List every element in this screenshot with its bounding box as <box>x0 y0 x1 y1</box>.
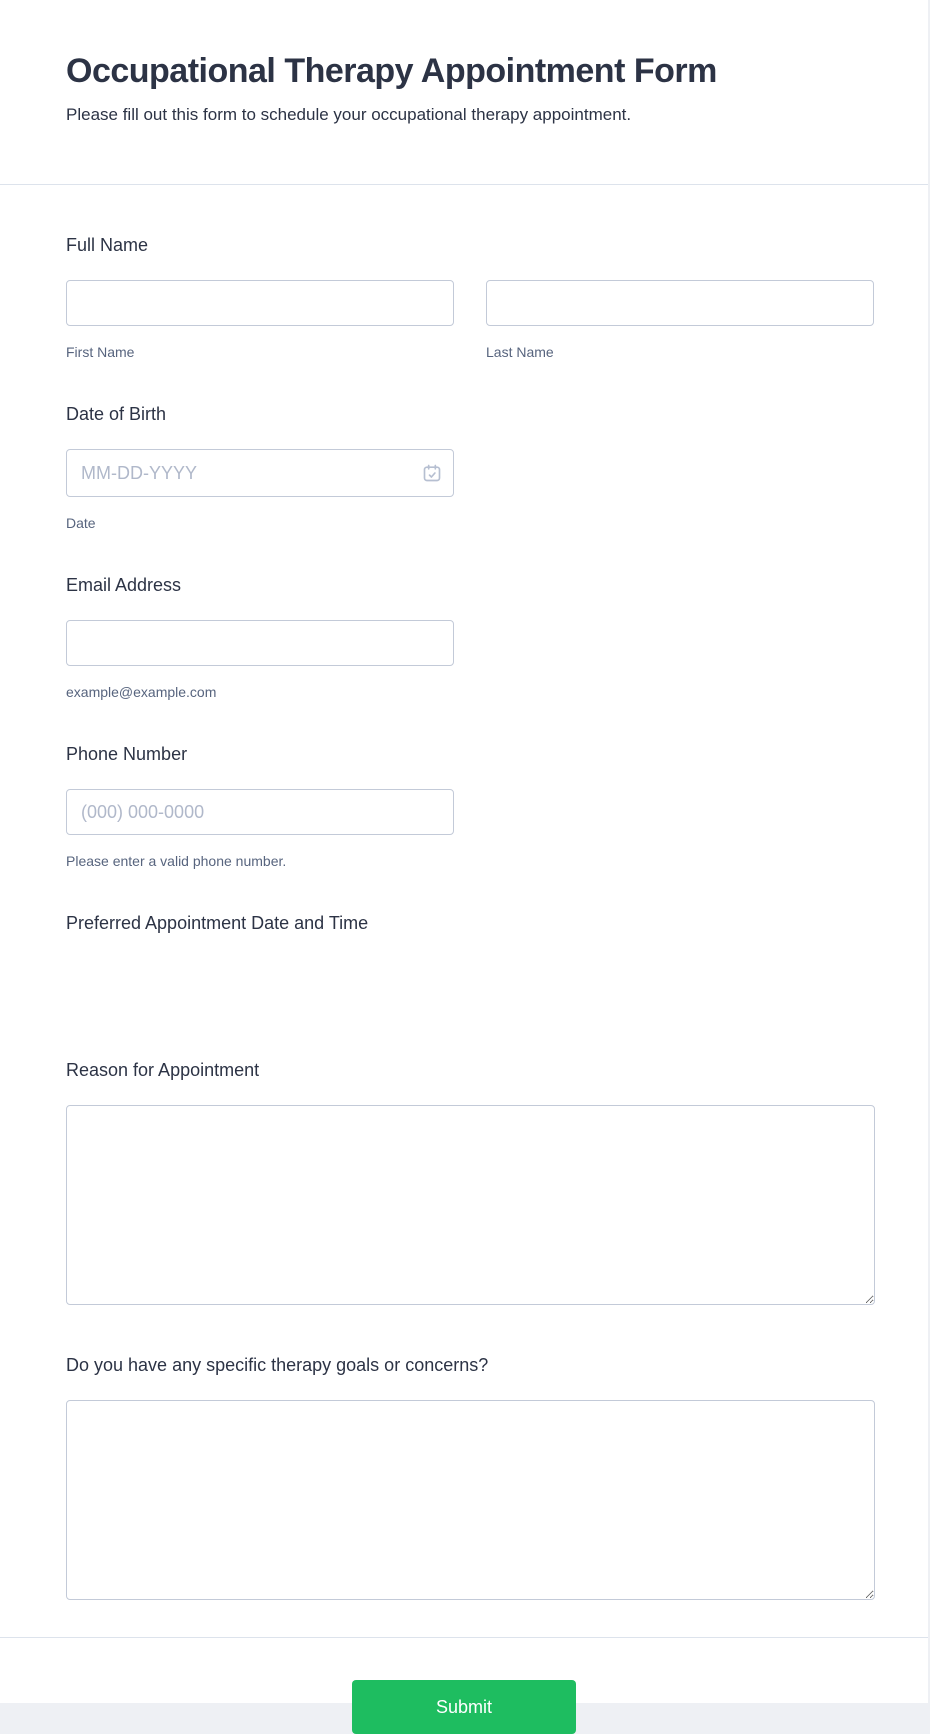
goals-label: Do you have any specific therapy goals or concerns? <box>66 1355 489 1375</box>
last-name-sublabel: Last Name <box>486 344 554 360</box>
full-name-inputs <box>66 280 930 326</box>
goals-textarea[interactable] <box>66 1400 875 1600</box>
last-name-input[interactable] <box>486 280 874 326</box>
page-title: Occupational Therapy Appointment Form <box>66 52 717 90</box>
reason-textarea[interactable] <box>66 1105 875 1305</box>
first-name-sublabel: First Name <box>66 344 135 360</box>
full-name-label: Full Name <box>66 235 149 255</box>
email-label: Email Address <box>66 575 182 595</box>
appointment-label: Preferred Appointment Date and Time <box>66 913 369 933</box>
field-full-name <box>66 235 930 360</box>
field-date-of-birth <box>66 404 930 531</box>
field-reason <box>66 1060 930 1310</box>
date-of-birth-label: Date of Birth <box>66 404 167 424</box>
form-header <box>0 0 928 185</box>
field-appointment <box>66 913 930 1016</box>
phone-label: Phone Number <box>66 744 188 764</box>
appointment-widget-area <box>66 958 930 1016</box>
date-of-birth-input[interactable] <box>66 449 454 497</box>
page-subtitle: Please fill out this form to schedule your occupational therapy appointment. <box>66 105 632 124</box>
first-name-input[interactable] <box>66 280 454 326</box>
phone-input[interactable] <box>66 789 454 835</box>
reason-label: Reason for Appointment <box>66 1060 260 1080</box>
full-name-sublabels <box>66 344 930 360</box>
date-sublabel: Date <box>66 515 96 531</box>
form-body <box>0 185 930 1605</box>
email-sublabel: example@example.com <box>66 684 217 700</box>
phone-sublabel: Please enter a valid phone number. <box>66 853 287 869</box>
date-input-wrap <box>66 449 454 497</box>
email-input[interactable] <box>66 620 454 666</box>
form-footer <box>0 1637 928 1734</box>
field-goals <box>66 1355 930 1605</box>
field-email <box>66 575 930 700</box>
field-phone <box>66 744 930 869</box>
submit-button[interactable]: Submit <box>352 1680 576 1734</box>
